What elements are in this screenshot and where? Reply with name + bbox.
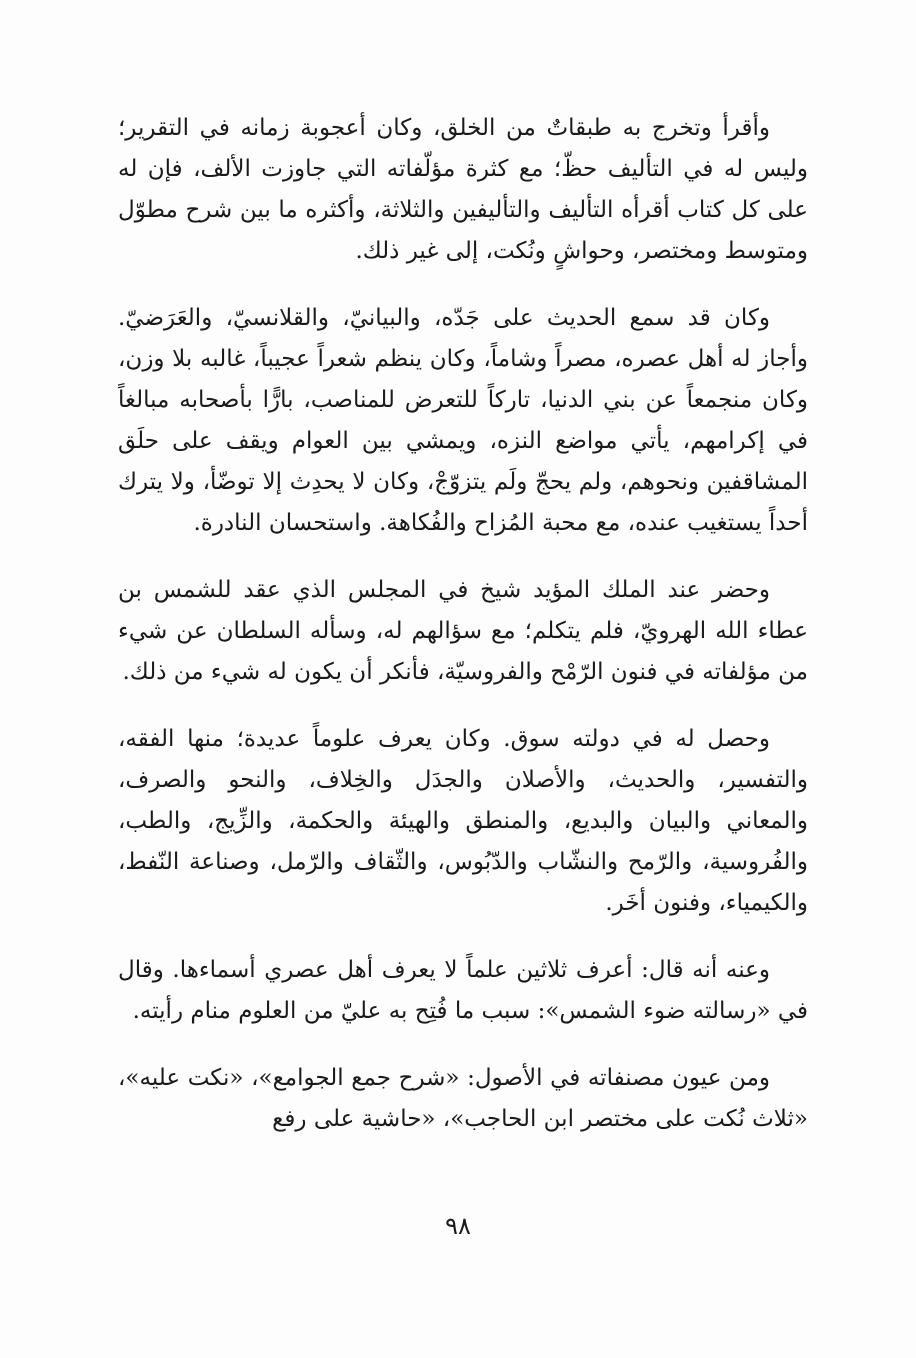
paragraph-1: وأقرأ وتخرج به طبقاتٌ من الخلق، وكان أعجوبة زمانه في التقرير؛ وليس له في التأليف حظّ؛ مع كثرة مؤلّفاته التي جاوزت الألف، فإن له على كل كتاب أقرأه التأليف والتأليفين والثلاثة، وأكثره ما بين شرح مطوّل ومتوسط ومختصر، وحواشٍ ونُكت، إلى غير ذلك. [118, 115, 808, 264]
paragraph-2: وكان قد سمع الحديث على جَدّه، والبيانيّ، والقلانسيّ، والعَرَضيّ. وأجاز له أهل عصره، مصراً وشاماً، وكان ينظم شعراً عجيباً، غالبه بلا وزن، وكان منجمعاً عن بني الدنيا، تاركاً للتعرض للمناصب، بارًّا بأصحابه مبالغاً في إكرامهم، يأتي مواضع النزه، ويمشي بين العوام ويقف على حلَق المشاقفين ونحوهم، ولم يحجّ ولَم يتزوّجْ، وكان لا يحدِث إلا توضّأ، ولا يترك أحداً يستغيب عنده، مع محبة المُزاح والفُكاهة. واستحسان النادرة. [118, 305, 808, 536]
paragraph-6: ومن عيون مصنفاته في الأصول: «شرح جمع الجوامع»، «نكت عليه»، «ثلاث نُكت على مختصر ابن الحاجب»، «حاشية على رفع [118, 1065, 808, 1132]
paragraph-5: وعنه أنه قال: أعرف ثلاثين علماً لا يعرف أهل عصري أسماءها. وقال في «رسالته ضوء الشمس»: سبب ما فُتِح به عليّ من العلوم منام رأيته. [118, 957, 808, 1024]
paragraph-3: وحضر عند الملك المؤيد شيخ في المجلس الذي عقد للشمس بن عطاء الله الهرويّ، فلم يتكلم؛ مع سؤالهم له، وسأله السلطان عن شيء من مؤلفاته في فنون الرّمْح والفروسيّة، فأنكر أن يكون له شيء من ذلك. [118, 577, 808, 685]
paragraph-4: وحصل له في دولته سوق. وكان يعرف علوماً عديدة؛ منها الفقه، والتفسير، والحديث، والأصلان والجدَل والخِلاف، والنحو والصرف، والمعاني والبيان والبديع، والمنطق والهيئة والحكمة، والزِّيج، والطب، والفُروسية، والرّمح والنشّاب والدّبُوس، والثّقاف والرّمل، وصناعة النّفط، والكيمياء، وفنون أخَر. [118, 726, 808, 916]
main-text [118, 108, 808, 1166]
page-number: ٩٨ [445, 1212, 471, 1240]
